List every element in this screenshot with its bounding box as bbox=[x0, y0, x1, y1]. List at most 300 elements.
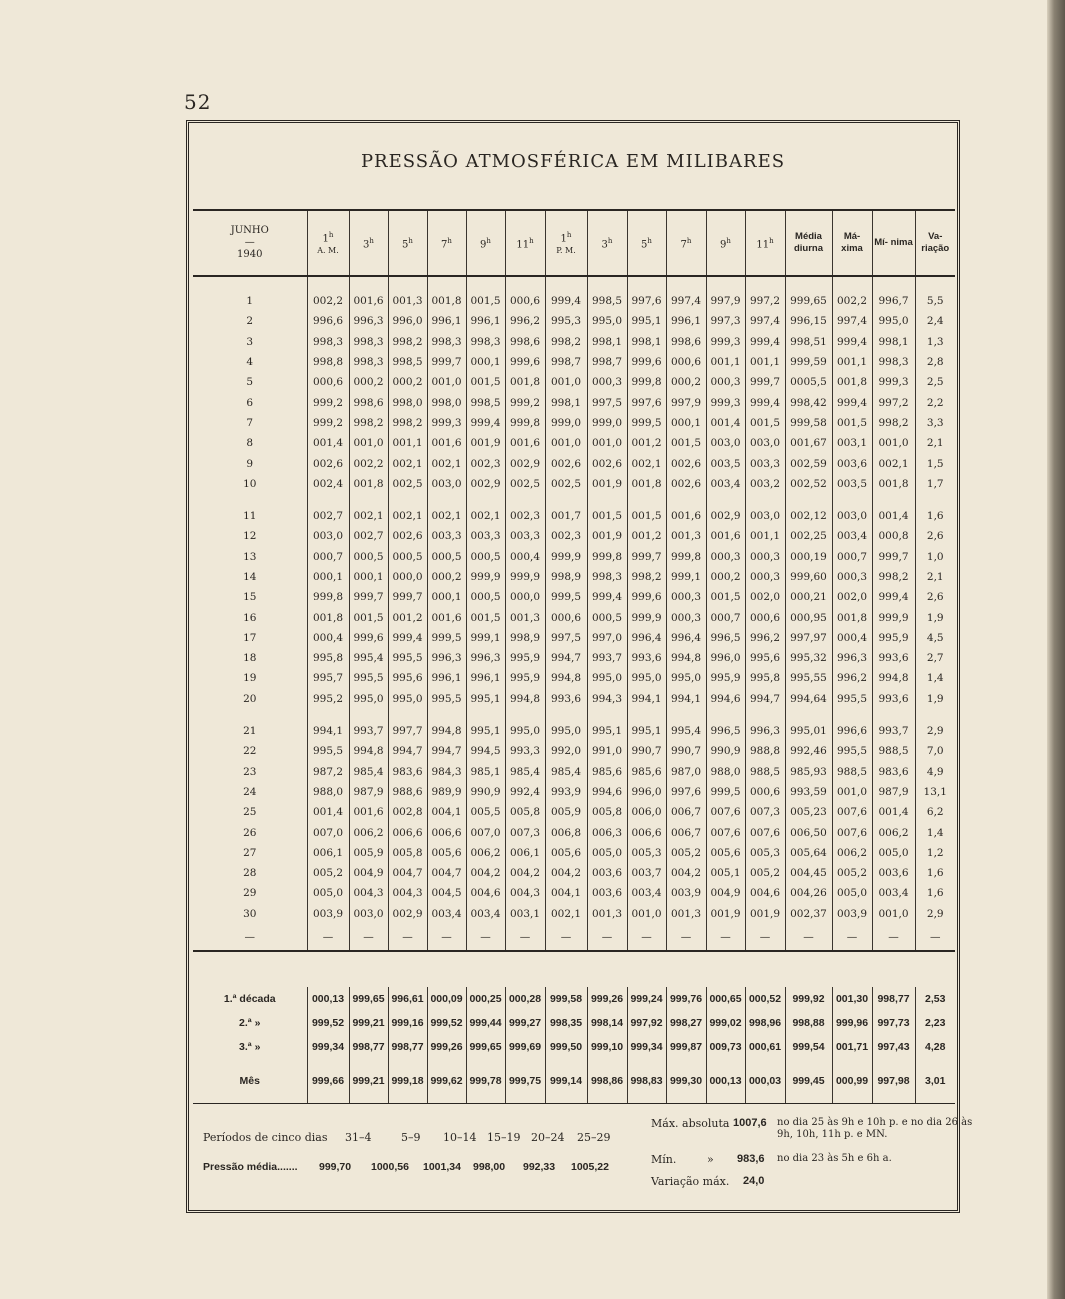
value-cell: 998,3 bbox=[872, 352, 915, 372]
value-cell: 993,6 bbox=[627, 648, 666, 668]
periods-label: Períodos de cinco dias bbox=[203, 1131, 328, 1144]
value-cell: 4,5 bbox=[915, 628, 955, 648]
value-cell: 005,0 bbox=[587, 843, 627, 863]
value-cell: 007,6 bbox=[706, 802, 745, 822]
value-cell: 001,2 bbox=[627, 433, 666, 453]
value-cell: 004,3 bbox=[349, 883, 388, 903]
value-cell: 001,4 bbox=[706, 413, 745, 433]
header-hour-sup: h bbox=[726, 236, 731, 245]
value-cell: 996,3 bbox=[427, 648, 466, 668]
value-cell: 988,0 bbox=[706, 762, 745, 782]
value-cell: 996,3 bbox=[466, 648, 505, 668]
period: 5–9 bbox=[401, 1131, 421, 1144]
value-cell: 002,1 bbox=[872, 453, 915, 473]
summary-value: 999,75 bbox=[505, 1059, 545, 1104]
value-cell: 004,9 bbox=[349, 863, 388, 883]
summary-value: 998,86 bbox=[587, 1059, 627, 1104]
spacer-cell bbox=[832, 494, 872, 506]
summary-value: 998,77 bbox=[349, 1035, 388, 1059]
value-cell: 001,9 bbox=[587, 474, 627, 494]
value-cell: 995,5 bbox=[307, 741, 349, 761]
spacer-cell bbox=[427, 494, 466, 506]
value-cell: 003,9 bbox=[666, 883, 706, 903]
table-row bbox=[193, 474, 955, 494]
value-cell: 993,3 bbox=[505, 741, 545, 761]
day-cell: 17 bbox=[243, 631, 257, 644]
summary-value: 999,24 bbox=[627, 987, 666, 1011]
max-text: no dia 25 às 9h e 10h p. e no dia 26 às bbox=[777, 1117, 973, 1128]
value-cell: 996,1 bbox=[427, 311, 466, 331]
value-cell: 997,0 bbox=[587, 628, 627, 648]
summary-row bbox=[193, 987, 955, 1011]
day-cell: 10 bbox=[243, 477, 257, 490]
value-cell: 995,1 bbox=[587, 721, 627, 741]
value-cell: 003,0 bbox=[706, 433, 745, 453]
value-cell: 001,1 bbox=[832, 352, 872, 372]
mean-pressure-label: Pressão média....... bbox=[203, 1161, 298, 1173]
value-cell: 998,0 bbox=[427, 392, 466, 412]
value-cell: 001,0 bbox=[545, 372, 587, 392]
value-cell: 006,3 bbox=[587, 822, 627, 842]
value-cell: 002,37 bbox=[785, 904, 832, 924]
period: 10–14 bbox=[443, 1131, 477, 1144]
value-cell: 001,0 bbox=[427, 372, 466, 392]
header-minima: Mí- nima bbox=[872, 210, 915, 276]
value-cell: 002,0 bbox=[832, 587, 872, 607]
value-cell: 995,0 bbox=[505, 721, 545, 741]
table-row bbox=[193, 628, 955, 648]
spacer-cell bbox=[832, 709, 872, 721]
pressure-table bbox=[193, 209, 955, 952]
table-row bbox=[193, 689, 955, 709]
value-cell: 001,6 bbox=[427, 433, 466, 453]
value-cell: 994,5 bbox=[466, 741, 505, 761]
dash-cell: — bbox=[915, 924, 955, 951]
summary-value: 000,13 bbox=[706, 1059, 745, 1104]
summary-body bbox=[193, 987, 955, 1104]
spacer-cell bbox=[915, 494, 955, 506]
value-cell: 998,3 bbox=[349, 332, 388, 352]
value-cell: 002,9 bbox=[505, 453, 545, 473]
spacer-cell bbox=[627, 494, 666, 506]
value-cell: 998,9 bbox=[545, 567, 587, 587]
header-hour-sup: h bbox=[529, 236, 534, 245]
day-cell: 15 bbox=[243, 591, 257, 604]
value-cell: 001,0 bbox=[545, 433, 587, 453]
dash-cell: — bbox=[745, 924, 785, 951]
summary-row bbox=[193, 1011, 955, 1035]
value-cell: 998,2 bbox=[627, 567, 666, 587]
value-cell: 995,5 bbox=[427, 689, 466, 709]
value-cell: 004,45 bbox=[785, 863, 832, 883]
header-hour bbox=[545, 210, 587, 276]
value-cell: 997,6 bbox=[666, 782, 706, 802]
value-cell: 000,5 bbox=[466, 587, 505, 607]
value-cell: 000,5 bbox=[587, 607, 627, 627]
summary-value: 996,61 bbox=[388, 987, 427, 1011]
value-cell: 999,6 bbox=[627, 587, 666, 607]
value-cell: 001,9 bbox=[587, 526, 627, 546]
value-cell: 000,2 bbox=[427, 567, 466, 587]
summary-value: 999,54 bbox=[785, 1035, 832, 1059]
dash-cell: — bbox=[307, 924, 349, 951]
value-cell: 995,0 bbox=[587, 668, 627, 688]
value-cell: 002,0 bbox=[745, 587, 785, 607]
value-cell: 005,2 bbox=[745, 863, 785, 883]
value-cell: 000,19 bbox=[785, 547, 832, 567]
summary-value: 999,78 bbox=[466, 1059, 505, 1104]
day-cell: 14 bbox=[243, 571, 257, 583]
header-hour-number: 5 bbox=[641, 239, 648, 251]
page-title: PRESSÃO ATMOSFÉRICA EM MILIBARES bbox=[360, 151, 786, 172]
value-cell: 999,9 bbox=[545, 547, 587, 567]
value-cell: 999,3 bbox=[427, 413, 466, 433]
value-cell: 997,2 bbox=[872, 392, 915, 412]
value-cell: 999,4 bbox=[545, 291, 587, 311]
value-cell: 003,0 bbox=[745, 433, 785, 453]
value-cell: 002,4 bbox=[307, 474, 349, 494]
value-cell: 005,3 bbox=[627, 843, 666, 863]
value-cell: 990,9 bbox=[466, 782, 505, 802]
value-cell: 000,95 bbox=[785, 607, 832, 627]
value-cell: 2,5 bbox=[915, 372, 955, 392]
day-cell: 13 bbox=[243, 550, 257, 563]
value-cell: 993,6 bbox=[872, 689, 915, 709]
value-cell: 995,0 bbox=[627, 668, 666, 688]
value-cell: 994,8 bbox=[545, 668, 587, 688]
spacer-cell bbox=[193, 709, 307, 721]
value-cell: 006,1 bbox=[307, 843, 349, 863]
value-cell: 006,6 bbox=[388, 822, 427, 842]
value-cell: 995,5 bbox=[832, 689, 872, 709]
summary-wrap bbox=[193, 987, 955, 1104]
dash-cell: — bbox=[466, 924, 505, 951]
value-cell: 997,9 bbox=[706, 291, 745, 311]
dash-row bbox=[193, 924, 955, 951]
spacer-cell bbox=[545, 494, 587, 506]
value-cell: 003,1 bbox=[832, 433, 872, 453]
spacer-cell bbox=[627, 709, 666, 721]
value-cell: 002,1 bbox=[388, 506, 427, 526]
table-row bbox=[193, 567, 955, 587]
value-cell: 995,5 bbox=[832, 741, 872, 761]
value-cell: 3,3 bbox=[915, 413, 955, 433]
value-cell: 999,3 bbox=[872, 372, 915, 392]
value-cell: 993,6 bbox=[545, 689, 587, 709]
value-cell: 001,5 bbox=[832, 413, 872, 433]
value-cell: 005,0 bbox=[307, 883, 349, 903]
summary-value: 998,77 bbox=[872, 987, 915, 1011]
spacer-cell bbox=[666, 494, 706, 506]
value-cell: 000,21 bbox=[785, 587, 832, 607]
day-cell: 27 bbox=[243, 846, 257, 859]
value-cell: 999,9 bbox=[872, 607, 915, 627]
value-cell: 999,7 bbox=[388, 587, 427, 607]
table-row bbox=[193, 721, 955, 741]
value-cell: 995,0 bbox=[349, 689, 388, 709]
value-cell: 000,3 bbox=[666, 607, 706, 627]
value-cell: 002,25 bbox=[785, 526, 832, 546]
value-cell: 003,3 bbox=[427, 526, 466, 546]
header-hour-sup: h bbox=[607, 236, 613, 245]
value-cell: 005,9 bbox=[349, 843, 388, 863]
value-cell: 999,1 bbox=[666, 567, 706, 587]
value-cell: 995,1 bbox=[466, 689, 505, 709]
value-cell: 003,0 bbox=[349, 904, 388, 924]
value-cell: 000,5 bbox=[427, 547, 466, 567]
table-row bbox=[193, 822, 955, 842]
header-hour-number: 1 bbox=[560, 233, 567, 245]
period: 31–4 bbox=[345, 1131, 372, 1144]
header-hour-sup: h bbox=[408, 236, 413, 245]
value-cell: 000,5 bbox=[349, 547, 388, 567]
value-cell: 003,7 bbox=[627, 863, 666, 883]
summary-value: 009,73 bbox=[706, 1035, 745, 1059]
value-cell: 005,0 bbox=[872, 843, 915, 863]
spacer-cell bbox=[785, 709, 832, 721]
header-hour-number: 3 bbox=[363, 239, 370, 251]
spacer-row bbox=[193, 494, 955, 506]
day-cell: 12 bbox=[243, 530, 257, 543]
summary-value: 998,77 bbox=[388, 1035, 427, 1059]
summary-value: 000,25 bbox=[466, 987, 505, 1011]
table-row bbox=[193, 392, 955, 412]
value-cell: 992,4 bbox=[505, 782, 545, 802]
header-hour bbox=[349, 210, 388, 276]
summary-value: 2,23 bbox=[915, 1011, 955, 1035]
value-cell: 006,2 bbox=[872, 822, 915, 842]
value-cell: 998,0 bbox=[388, 392, 427, 412]
value-cell: 997,5 bbox=[587, 392, 627, 412]
value-cell: 994,6 bbox=[706, 689, 745, 709]
value-cell: 994,8 bbox=[872, 668, 915, 688]
value-cell: 007,0 bbox=[466, 822, 505, 842]
value-cell: 999,7 bbox=[627, 547, 666, 567]
value-cell: 2,1 bbox=[915, 567, 955, 587]
value-cell: 1,7 bbox=[915, 474, 955, 494]
spacer-cell bbox=[706, 494, 745, 506]
value-cell: 000,1 bbox=[427, 587, 466, 607]
value-cell: 997,3 bbox=[706, 311, 745, 331]
summary-value: 999,92 bbox=[785, 987, 832, 1011]
value-cell: 007,3 bbox=[505, 822, 545, 842]
spacer-cell bbox=[193, 494, 307, 506]
summary-value: 999,10 bbox=[587, 1035, 627, 1059]
value-cell: 002,3 bbox=[466, 453, 505, 473]
header-hour-sup: h bbox=[328, 230, 334, 239]
value-cell: 996,3 bbox=[745, 721, 785, 741]
value-cell: 998,5 bbox=[587, 291, 627, 311]
value-cell: 000,2 bbox=[706, 567, 745, 587]
value-cell: 994,8 bbox=[349, 741, 388, 761]
value-cell: 003,0 bbox=[832, 506, 872, 526]
summary-value: 997,73 bbox=[872, 1011, 915, 1035]
table-row bbox=[193, 547, 955, 567]
spacer-cell bbox=[349, 276, 388, 291]
day-cell: 8 bbox=[246, 437, 254, 450]
day-cell: 22 bbox=[243, 745, 257, 758]
min-label: Mín. bbox=[651, 1153, 677, 1166]
value-cell: 002,1 bbox=[545, 904, 587, 924]
value-cell: 999,2 bbox=[307, 392, 349, 412]
value-cell: 006,8 bbox=[545, 822, 587, 842]
value-cell: 996,2 bbox=[832, 668, 872, 688]
max-label: Máx. absoluta bbox=[651, 1117, 730, 1130]
dash-cell: — bbox=[545, 924, 587, 951]
value-cell: 000,5 bbox=[388, 547, 427, 567]
day-cell: 6 bbox=[246, 396, 254, 409]
table-row bbox=[193, 741, 955, 761]
value-cell: 001,8 bbox=[349, 474, 388, 494]
value-cell: 999,9 bbox=[627, 607, 666, 627]
value-cell: 003,6 bbox=[587, 863, 627, 883]
value-cell: 995,0 bbox=[666, 668, 706, 688]
value-cell: 999,4 bbox=[388, 628, 427, 648]
value-cell: 999,6 bbox=[627, 352, 666, 372]
value-cell: 000,4 bbox=[307, 628, 349, 648]
value-cell: 003,3 bbox=[745, 453, 785, 473]
value-cell: 002,59 bbox=[785, 453, 832, 473]
value-cell: 000,4 bbox=[832, 628, 872, 648]
value-cell: 002,7 bbox=[307, 506, 349, 526]
day-cell: 4 bbox=[246, 356, 254, 369]
summary-value: 999,21 bbox=[349, 1011, 388, 1035]
value-cell: 2,9 bbox=[915, 904, 955, 924]
value-cell: 000,6 bbox=[745, 607, 785, 627]
value-cell: 1,9 bbox=[915, 689, 955, 709]
day-cell: 23 bbox=[243, 765, 257, 778]
page-edge bbox=[1047, 0, 1065, 1299]
value-cell: 003,4 bbox=[872, 883, 915, 903]
value-cell: 002,8 bbox=[388, 802, 427, 822]
value-cell: 998,3 bbox=[587, 567, 627, 587]
value-cell: 002,3 bbox=[505, 506, 545, 526]
value-cell: 001,6 bbox=[349, 802, 388, 822]
value-cell: 000,7 bbox=[706, 607, 745, 627]
value-cell: 000,3 bbox=[706, 372, 745, 392]
header-hour-sup: h bbox=[647, 236, 652, 245]
value-cell: 000,6 bbox=[307, 372, 349, 392]
spacer-cell bbox=[466, 709, 505, 721]
table-row bbox=[193, 291, 955, 311]
value-cell: 001,1 bbox=[388, 433, 427, 453]
value-cell: 004,2 bbox=[505, 863, 545, 883]
summary-value: 999,26 bbox=[427, 1035, 466, 1059]
dash-cell: — bbox=[349, 924, 388, 951]
value-cell: 999,59 bbox=[785, 352, 832, 372]
spacer-cell bbox=[307, 494, 349, 506]
summary-value: 000,03 bbox=[745, 1059, 785, 1104]
summary-value: 000,13 bbox=[307, 987, 349, 1011]
value-cell: 999,60 bbox=[785, 567, 832, 587]
value-cell: 999,7 bbox=[872, 547, 915, 567]
table-row bbox=[193, 782, 955, 802]
summary-value: 999,16 bbox=[388, 1011, 427, 1035]
value-cell: 001,4 bbox=[872, 506, 915, 526]
value-cell: 001,5 bbox=[666, 433, 706, 453]
mean-pressure: 1005,22 bbox=[571, 1161, 609, 1173]
summary-value: 000,99 bbox=[832, 1059, 872, 1104]
table-row bbox=[193, 802, 955, 822]
day-cell: 28 bbox=[243, 867, 257, 880]
value-cell: 000,3 bbox=[666, 587, 706, 607]
value-cell: 001,8 bbox=[832, 607, 872, 627]
value-cell: 006,0 bbox=[627, 802, 666, 822]
value-cell: 002,6 bbox=[587, 453, 627, 473]
value-cell: 995,8 bbox=[307, 648, 349, 668]
value-cell: 001,5 bbox=[349, 607, 388, 627]
value-cell: 005,8 bbox=[505, 802, 545, 822]
value-cell: 999,4 bbox=[745, 392, 785, 412]
value-cell: 983,6 bbox=[872, 762, 915, 782]
value-cell: 985,6 bbox=[587, 762, 627, 782]
table-row bbox=[193, 863, 955, 883]
value-cell: 000,0 bbox=[388, 567, 427, 587]
spacer-cell bbox=[915, 709, 955, 721]
spacer-cell bbox=[388, 276, 427, 291]
value-cell: 993,7 bbox=[872, 721, 915, 741]
value-cell: 007,0 bbox=[307, 822, 349, 842]
value-cell: 002,6 bbox=[666, 453, 706, 473]
value-cell: 003,4 bbox=[627, 883, 666, 903]
value-cell: 004,2 bbox=[666, 863, 706, 883]
summary-value: 998,14 bbox=[587, 1011, 627, 1035]
value-cell: 001,8 bbox=[307, 607, 349, 627]
summary-label: 2.ª » bbox=[239, 1017, 261, 1029]
header-hour bbox=[427, 210, 466, 276]
value-cell: 994,8 bbox=[505, 689, 545, 709]
value-cell: 003,4 bbox=[832, 526, 872, 546]
summary-value: 999,65 bbox=[349, 987, 388, 1011]
value-cell: 991,0 bbox=[587, 741, 627, 761]
var-value: 24,0 bbox=[743, 1175, 765, 1187]
day-cell: 21 bbox=[243, 725, 257, 738]
value-cell: 7,0 bbox=[915, 741, 955, 761]
value-cell: 000,2 bbox=[666, 372, 706, 392]
header-hour-number: 11 bbox=[516, 239, 530, 251]
value-cell: 999,2 bbox=[505, 392, 545, 412]
header-hour-number: 9 bbox=[480, 239, 487, 251]
value-cell: 999,4 bbox=[832, 392, 872, 412]
summary-value: 999,65 bbox=[466, 1035, 505, 1059]
value-cell: 992,0 bbox=[545, 741, 587, 761]
value-cell: 000,3 bbox=[745, 567, 785, 587]
dash-cell: — bbox=[832, 924, 872, 951]
value-cell: 988,5 bbox=[872, 741, 915, 761]
value-cell: 987,9 bbox=[349, 782, 388, 802]
value-cell: 004,5 bbox=[427, 883, 466, 903]
value-cell: 000,1 bbox=[466, 352, 505, 372]
spacer-cell bbox=[666, 276, 706, 291]
table-row bbox=[193, 506, 955, 526]
value-cell: 999,3 bbox=[706, 332, 745, 352]
table-row bbox=[193, 526, 955, 546]
value-cell: 001,5 bbox=[745, 413, 785, 433]
day-cell: 11 bbox=[243, 510, 257, 523]
summary-value: 999,18 bbox=[388, 1059, 427, 1104]
value-cell: 001,0 bbox=[832, 782, 872, 802]
value-cell: 002,2 bbox=[349, 453, 388, 473]
value-cell: 988,5 bbox=[832, 762, 872, 782]
value-cell: 994,8 bbox=[427, 721, 466, 741]
value-cell: 1,9 bbox=[915, 607, 955, 627]
spacer-cell bbox=[745, 494, 785, 506]
value-cell: 988,6 bbox=[388, 782, 427, 802]
dash-cell: — bbox=[627, 924, 666, 951]
value-cell: 998,1 bbox=[872, 332, 915, 352]
value-cell: 999,9 bbox=[505, 567, 545, 587]
summary-value: 999,26 bbox=[587, 987, 627, 1011]
